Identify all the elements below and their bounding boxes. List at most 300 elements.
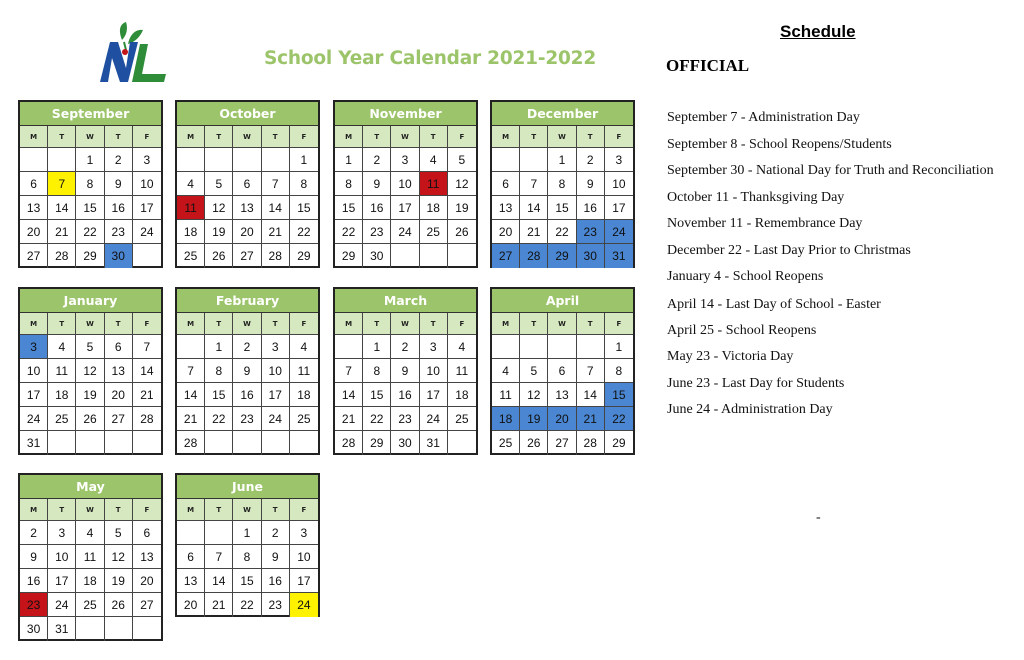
day-cell: 14 <box>133 359 161 383</box>
day-cell: 28 <box>177 431 205 455</box>
week-row <box>20 431 161 455</box>
day-cell: 12 <box>448 172 476 196</box>
day-cell: 24 <box>133 220 161 244</box>
empty-day-cell <box>492 335 520 359</box>
day-cell: 21 <box>520 220 548 244</box>
day-cell: 13 <box>20 196 48 220</box>
weekday-header <box>492 313 633 335</box>
weekday-label: T <box>262 499 290 521</box>
day-cell: 6 <box>233 172 261 196</box>
day-cell: 24 <box>262 407 290 431</box>
day-cell: 18 <box>492 407 520 431</box>
day-cell: 12 <box>105 545 133 569</box>
day-cell: 15 <box>363 383 391 407</box>
day-cell: 7 <box>177 359 205 383</box>
day-cell: 26 <box>105 593 133 617</box>
weekday-label: T <box>105 313 133 335</box>
empty-day-cell <box>335 335 363 359</box>
day-cell: 24 <box>290 593 318 617</box>
day-cell: 19 <box>76 383 104 407</box>
day-cell: 18 <box>420 196 448 220</box>
day-cell: 21 <box>133 383 161 407</box>
weekday-label: W <box>548 126 576 148</box>
day-cell: 9 <box>577 172 605 196</box>
day-cell: 13 <box>492 196 520 220</box>
day-cell: 22 <box>233 593 261 617</box>
day-cell: 15 <box>290 196 318 220</box>
official-label: OFFICIAL <box>666 56 750 75</box>
weekday-label: W <box>76 313 104 335</box>
empty-day-cell <box>233 148 261 172</box>
day-cell: 10 <box>290 545 318 569</box>
day-cell: 22 <box>290 220 318 244</box>
day-cell: 24 <box>420 407 448 431</box>
day-cell: 4 <box>492 359 520 383</box>
week-row <box>492 220 633 244</box>
day-cell: 17 <box>420 383 448 407</box>
schedule-item: December 22 - Last Day Prior to Christmas <box>667 243 911 258</box>
day-cell: 12 <box>76 359 104 383</box>
week-row <box>335 335 476 359</box>
month-title: February <box>177 289 318 313</box>
month-title: December <box>492 102 633 126</box>
week-row <box>492 172 633 196</box>
day-cell: 20 <box>133 569 161 593</box>
day-cell: 27 <box>133 593 161 617</box>
day-cell: 14 <box>262 196 290 220</box>
day-cell: 10 <box>48 545 76 569</box>
weekday-label: T <box>577 313 605 335</box>
day-cell: 3 <box>290 521 318 545</box>
day-cell: 1 <box>335 148 363 172</box>
day-cell: 3 <box>262 335 290 359</box>
day-cell: 27 <box>20 244 48 268</box>
day-cell: 29 <box>363 431 391 455</box>
day-cell: 9 <box>20 545 48 569</box>
weekday-header <box>20 126 161 148</box>
week-row <box>20 148 161 172</box>
day-cell: 9 <box>105 172 133 196</box>
weekday-label: M <box>492 313 520 335</box>
day-cell: 31 <box>420 431 448 455</box>
empty-day-cell <box>205 521 233 545</box>
day-cell: 29 <box>335 244 363 268</box>
day-cell: 6 <box>177 545 205 569</box>
week-row <box>20 359 161 383</box>
empty-day-cell <box>76 617 104 641</box>
empty-day-cell <box>48 148 76 172</box>
day-cell: 28 <box>133 407 161 431</box>
day-cell: 17 <box>290 569 318 593</box>
day-cell: 20 <box>233 220 261 244</box>
day-cell: 8 <box>233 545 261 569</box>
day-cell: 15 <box>605 383 633 407</box>
day-cell: 1 <box>363 335 391 359</box>
day-cell: 13 <box>105 359 133 383</box>
empty-day-cell <box>205 148 233 172</box>
day-cell: 15 <box>205 383 233 407</box>
weekday-label: F <box>290 126 318 148</box>
day-cell: 21 <box>577 407 605 431</box>
day-cell: 3 <box>48 521 76 545</box>
day-cell: 27 <box>548 431 576 455</box>
day-cell: 19 <box>205 220 233 244</box>
day-cell: 8 <box>548 172 576 196</box>
day-cell: 5 <box>105 521 133 545</box>
day-cell: 13 <box>233 196 261 220</box>
day-cell: 7 <box>335 359 363 383</box>
day-cell: 8 <box>290 172 318 196</box>
day-cell: 17 <box>605 196 633 220</box>
week-row <box>492 407 633 431</box>
weekday-label: T <box>205 126 233 148</box>
weekday-label: F <box>448 126 476 148</box>
day-cell: 1 <box>233 521 261 545</box>
calendar-title: School Year Calendar 2021-2022 <box>264 48 597 69</box>
schedule-item: June 24 - Administration Day <box>667 402 833 417</box>
schedule-item: April 14 - Last Day of School - Easter <box>667 297 881 312</box>
empty-day-cell <box>577 335 605 359</box>
day-cell: 20 <box>492 220 520 244</box>
schedule-item: June 23 - Last Day for Students <box>667 376 845 391</box>
week-row <box>177 335 318 359</box>
day-cell: 18 <box>177 220 205 244</box>
empty-day-cell <box>233 431 261 455</box>
month-february <box>175 287 320 455</box>
week-row <box>177 148 318 172</box>
week-row <box>177 383 318 407</box>
day-cell: 31 <box>48 617 76 641</box>
day-cell: 4 <box>48 335 76 359</box>
week-row <box>177 196 318 220</box>
day-cell: 23 <box>262 593 290 617</box>
day-cell: 18 <box>290 383 318 407</box>
weekday-label: M <box>177 126 205 148</box>
day-cell: 27 <box>492 244 520 268</box>
month-title: June <box>177 475 318 499</box>
day-cell: 8 <box>205 359 233 383</box>
day-cell: 7 <box>133 335 161 359</box>
weekday-label: T <box>363 313 391 335</box>
weekday-label: W <box>76 126 104 148</box>
week-row <box>492 335 633 359</box>
schedule-item: September 30 - National Day for Truth and Reconciliation <box>667 163 994 178</box>
empty-day-cell <box>133 244 161 268</box>
day-cell: 30 <box>105 244 133 268</box>
weekday-label: T <box>48 126 76 148</box>
week-row <box>335 383 476 407</box>
week-row <box>335 220 476 244</box>
weekday-label: M <box>335 313 363 335</box>
weekday-label: T <box>577 126 605 148</box>
day-cell: 20 <box>105 383 133 407</box>
day-cell: 16 <box>391 383 419 407</box>
day-cell: 25 <box>420 220 448 244</box>
week-row <box>177 545 318 569</box>
weekday-label: M <box>177 499 205 521</box>
day-cell: 14 <box>335 383 363 407</box>
day-cell: 15 <box>548 196 576 220</box>
day-cell: 16 <box>20 569 48 593</box>
day-cell: 6 <box>105 335 133 359</box>
day-cell: 23 <box>577 220 605 244</box>
day-cell: 23 <box>391 407 419 431</box>
day-cell: 28 <box>520 244 548 268</box>
empty-day-cell <box>448 431 476 455</box>
week-row <box>335 148 476 172</box>
day-cell: 21 <box>48 220 76 244</box>
weekday-label: W <box>233 499 261 521</box>
day-cell: 15 <box>335 196 363 220</box>
schedule-item: September 7 - Administration Day <box>667 110 860 125</box>
day-cell: 9 <box>363 172 391 196</box>
day-cell: 22 <box>605 407 633 431</box>
day-cell: 14 <box>177 383 205 407</box>
day-cell: 4 <box>177 172 205 196</box>
day-cell: 31 <box>20 431 48 455</box>
day-cell: 19 <box>448 196 476 220</box>
day-cell: 13 <box>177 569 205 593</box>
week-row <box>20 220 161 244</box>
day-cell: 26 <box>448 220 476 244</box>
day-cell: 23 <box>233 407 261 431</box>
week-row <box>20 172 161 196</box>
weekday-label: M <box>492 126 520 148</box>
day-cell: 20 <box>548 407 576 431</box>
day-cell: 8 <box>335 172 363 196</box>
day-cell: 25 <box>448 407 476 431</box>
weekday-label: T <box>363 126 391 148</box>
day-cell: 20 <box>20 220 48 244</box>
day-cell: 7 <box>520 172 548 196</box>
week-row <box>335 244 476 268</box>
month-october <box>175 100 320 268</box>
empty-day-cell <box>262 431 290 455</box>
day-cell: 9 <box>391 359 419 383</box>
week-row <box>335 359 476 383</box>
week-row <box>177 172 318 196</box>
day-cell: 14 <box>577 383 605 407</box>
month-title: October <box>177 102 318 126</box>
day-cell: 21 <box>177 407 205 431</box>
day-cell: 25 <box>76 593 104 617</box>
week-row <box>20 244 161 268</box>
month-september <box>18 100 163 268</box>
day-cell: 12 <box>520 383 548 407</box>
day-cell: 3 <box>420 335 448 359</box>
empty-day-cell <box>177 335 205 359</box>
weekday-label: T <box>105 499 133 521</box>
weekday-label: M <box>335 126 363 148</box>
day-cell: 6 <box>20 172 48 196</box>
week-row <box>20 383 161 407</box>
weekday-label: T <box>48 313 76 335</box>
day-cell: 3 <box>391 148 419 172</box>
day-cell: 11 <box>290 359 318 383</box>
empty-day-cell <box>105 431 133 455</box>
weekday-label: M <box>20 126 48 148</box>
day-cell: 20 <box>177 593 205 617</box>
day-cell: 27 <box>233 244 261 268</box>
week-row <box>335 407 476 431</box>
empty-day-cell <box>448 244 476 268</box>
weekday-label: F <box>133 126 161 148</box>
day-cell: 6 <box>133 521 161 545</box>
day-cell: 17 <box>20 383 48 407</box>
schedule-item: April 25 - School Reopens <box>667 323 817 338</box>
month-title: January <box>20 289 161 313</box>
weekday-label: F <box>605 126 633 148</box>
day-cell: 3 <box>605 148 633 172</box>
weekday-label: T <box>205 313 233 335</box>
empty-day-cell <box>290 431 318 455</box>
week-row <box>492 383 633 407</box>
day-cell: 5 <box>448 148 476 172</box>
day-cell: 11 <box>492 383 520 407</box>
day-cell: 29 <box>612 436 626 450</box>
day-cell: 19 <box>105 569 133 593</box>
month-december <box>490 100 635 268</box>
day-cell: 10 <box>262 359 290 383</box>
weekday-label: M <box>177 313 205 335</box>
month-january <box>18 287 163 455</box>
weekday-label: F <box>605 313 633 335</box>
day-cell: 11 <box>48 359 76 383</box>
day-cell: 4 <box>448 335 476 359</box>
weekday-label: W <box>391 126 419 148</box>
day-cell: 5 <box>205 172 233 196</box>
day-cell: 17 <box>391 196 419 220</box>
day-cell: 1 <box>205 335 233 359</box>
empty-day-cell <box>177 148 205 172</box>
day-cell: 3 <box>20 335 48 359</box>
day-cell: 12 <box>205 196 233 220</box>
day-cell: 1 <box>76 148 104 172</box>
week-row <box>492 148 633 172</box>
day-cell: 16 <box>233 383 261 407</box>
day-cell: 15 <box>233 569 261 593</box>
day-cell: 1 <box>290 148 318 172</box>
day-cell: 23 <box>20 593 48 617</box>
day-cell: 14 <box>205 569 233 593</box>
day-cell: 2 <box>233 335 261 359</box>
day-cell: 26 <box>520 431 548 455</box>
day-cell: 26 <box>76 407 104 431</box>
weekday-header <box>177 126 318 148</box>
day-cell: 24 <box>20 407 48 431</box>
day-cell: 8 <box>605 359 633 383</box>
day-cell: 7 <box>205 545 233 569</box>
day-cell: 25 <box>492 431 520 455</box>
weekday-label: T <box>105 126 133 148</box>
day-cell: 8 <box>363 359 391 383</box>
day-cell: 5 <box>520 359 548 383</box>
empty-day-cell <box>177 521 205 545</box>
day-cell: 24 <box>391 220 419 244</box>
day-cell: 4 <box>76 521 104 545</box>
week-row <box>20 335 161 359</box>
day-cell: 11 <box>177 196 205 220</box>
empty-day-cell <box>548 335 576 359</box>
schedule-item: January 4 - School Reopens <box>667 269 824 284</box>
week-row <box>492 431 633 455</box>
day-cell: 16 <box>105 196 133 220</box>
empty-day-cell <box>420 244 448 268</box>
day-cell: 13 <box>548 383 576 407</box>
week-row <box>20 593 161 617</box>
day-cell: 18 <box>448 383 476 407</box>
empty-day-cell <box>492 148 520 172</box>
schedule-item: May 23 - Victoria Day <box>667 349 794 364</box>
month-march <box>333 287 478 455</box>
week-row <box>177 521 318 545</box>
month-title: March <box>335 289 476 313</box>
day-cell: 14 <box>520 196 548 220</box>
weekday-header <box>20 499 161 521</box>
empty-day-cell <box>205 431 233 455</box>
empty-day-cell <box>76 431 104 455</box>
week-row <box>492 359 633 383</box>
weekday-header <box>492 126 633 148</box>
month-title: April <box>492 289 633 313</box>
weekday-label: T <box>262 126 290 148</box>
day-cell: 8 <box>76 172 104 196</box>
trailing-mark: - <box>816 510 821 525</box>
day-cell: 22 <box>548 220 576 244</box>
schedule-item: October 11 - Thanksgiving Day <box>667 190 845 205</box>
weekday-label: W <box>233 313 261 335</box>
weekday-header <box>335 126 476 148</box>
weekday-label: T <box>420 126 448 148</box>
day-cell: 25 <box>290 407 318 431</box>
empty-day-cell <box>133 617 161 641</box>
day-cell: 10 <box>420 359 448 383</box>
weekday-header <box>335 313 476 335</box>
month-title: September <box>20 102 161 126</box>
day-cell: 28 <box>577 431 605 455</box>
day-cell: 3 <box>133 148 161 172</box>
weekday-label: W <box>233 126 261 148</box>
day-cell: 10 <box>605 172 633 196</box>
day-cell: 2 <box>391 335 419 359</box>
day-cell: 30 <box>391 431 419 455</box>
day-cell: 28 <box>48 244 76 268</box>
weekday-header <box>177 313 318 335</box>
week-row <box>20 545 161 569</box>
day-cell: 2 <box>363 148 391 172</box>
weekday-label: M <box>20 313 48 335</box>
week-row <box>20 521 161 545</box>
day-cell: 21 <box>205 593 233 617</box>
day-cell: 24 <box>48 593 76 617</box>
empty-day-cell <box>133 431 161 455</box>
schedule-item: November 11 - Remembrance Day <box>667 216 863 231</box>
day-cell: 28 <box>335 431 363 455</box>
day-cell: 4 <box>420 148 448 172</box>
week-row <box>20 569 161 593</box>
day-cell: 21 <box>262 220 290 244</box>
empty-day-cell <box>520 335 548 359</box>
weekday-label: F <box>290 313 318 335</box>
day-cell: 23 <box>363 220 391 244</box>
day-cell: 22 <box>363 407 391 431</box>
empty-day-cell <box>520 148 548 172</box>
week-row <box>177 244 318 268</box>
day-cell: 2 <box>262 521 290 545</box>
day-cell: 22 <box>205 407 233 431</box>
day-cell: 1 <box>548 148 576 172</box>
week-row <box>492 196 633 220</box>
